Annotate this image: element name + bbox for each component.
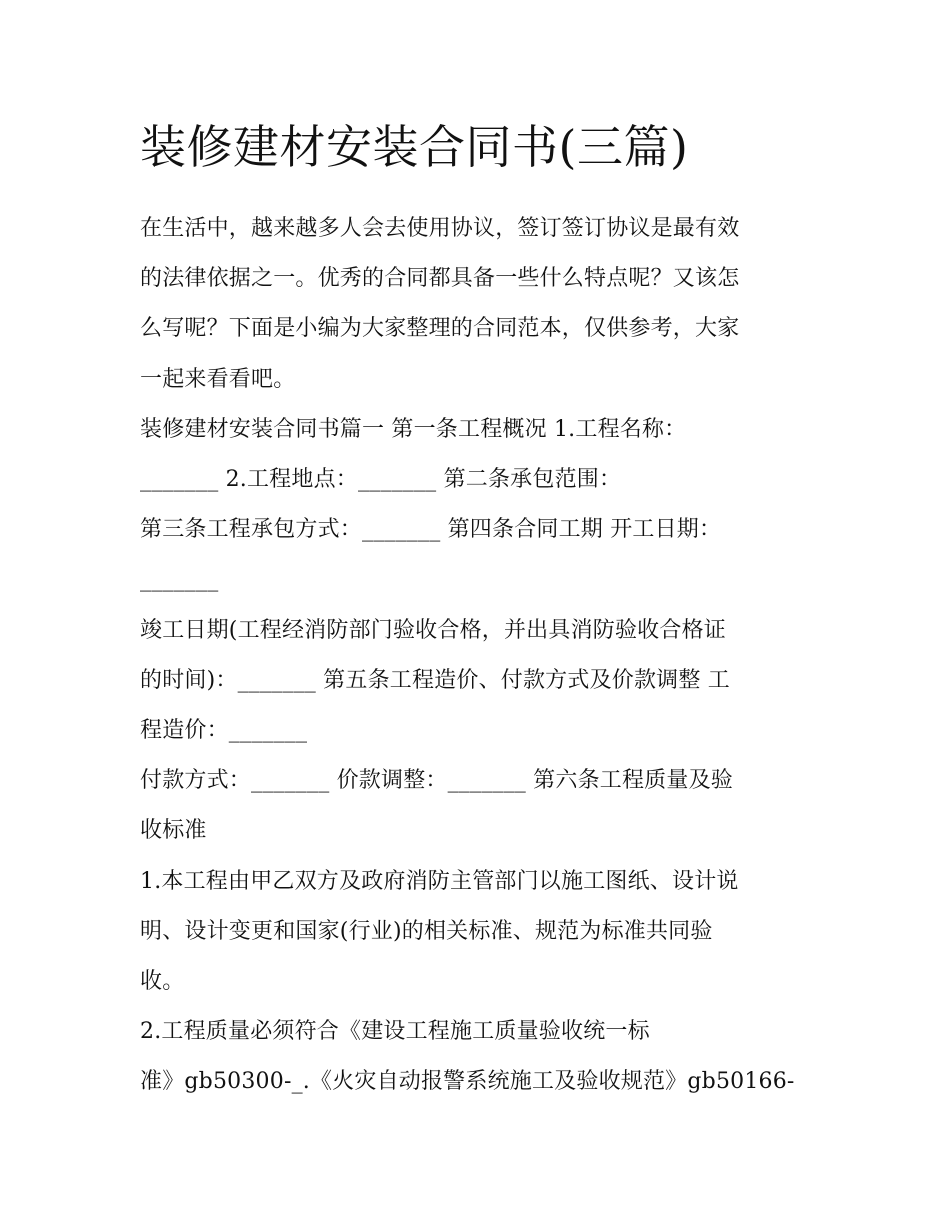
paragraph-line: 么写呢？下面是小编为大家整理的合同范本，仅供参考，大家 <box>140 316 740 342</box>
paragraph-line: 付款方式：_______ 价款调整：_______ 第六条工程质量及验 <box>140 768 733 794</box>
paragraph-line: 明、设计变更和国家(行业)的相关标准、规范为标准共同验 <box>140 918 713 944</box>
paragraph-line: _______ <box>140 567 219 593</box>
paragraph-line: 的时间)：_______ 第五条工程造价、付款方式及价款调整 工 <box>140 667 730 693</box>
quality-standard-paragraph <box>140 1007 812 1107</box>
paragraph-line: 收标准 <box>140 818 207 844</box>
paragraph-line: 程造价：_______ <box>140 718 308 744</box>
paragraph-line: 1.本工程由甲乙双方及政府消防主管部门以施工图纸、设计说 <box>140 868 739 894</box>
paragraph-line: 的法律依据之一。优秀的合同都具备一些什么特点呢？又该怎 <box>140 266 740 292</box>
acceptance-standard-paragraph <box>140 857 812 1008</box>
paragraph-line: 在生活中，越来越多人会去使用协议，签订签订协议是最有效 <box>140 216 740 241</box>
paragraph-line: 一起来看看吧。 <box>140 366 296 392</box>
payment-method-paragraph <box>140 756 812 856</box>
paragraph-line: 收。 <box>140 969 185 995</box>
document-title: 装修建材安装合同书(三篇) <box>140 120 689 174</box>
contract-overview-paragraph <box>140 405 812 606</box>
document-page <box>140 112 812 1108</box>
paragraph-line: 第三条工程承包方式：_______ 第四条合同工期 开工日期： <box>140 517 722 543</box>
paragraph-line: 2.工程质量必须符合《建设工程施工质量验收统一标 <box>140 1019 650 1045</box>
intro-paragraph <box>140 204 812 405</box>
completion-date-paragraph <box>140 606 812 757</box>
paragraph-line: 装修建材安装合同书篇一 第一条工程概况 1.工程名称： <box>140 416 687 442</box>
paragraph-line: 准》gb50300-_.《火灾自动报警系统施工及验收规范》gb50166- <box>140 1069 795 1095</box>
paragraph-line: _______ 2.工程地点：_______ 第二条承包范围： <box>140 467 622 493</box>
paragraph-line: 竣工日期(工程经消防部门验收合格，并出具消防验收合格证 <box>140 617 726 643</box>
